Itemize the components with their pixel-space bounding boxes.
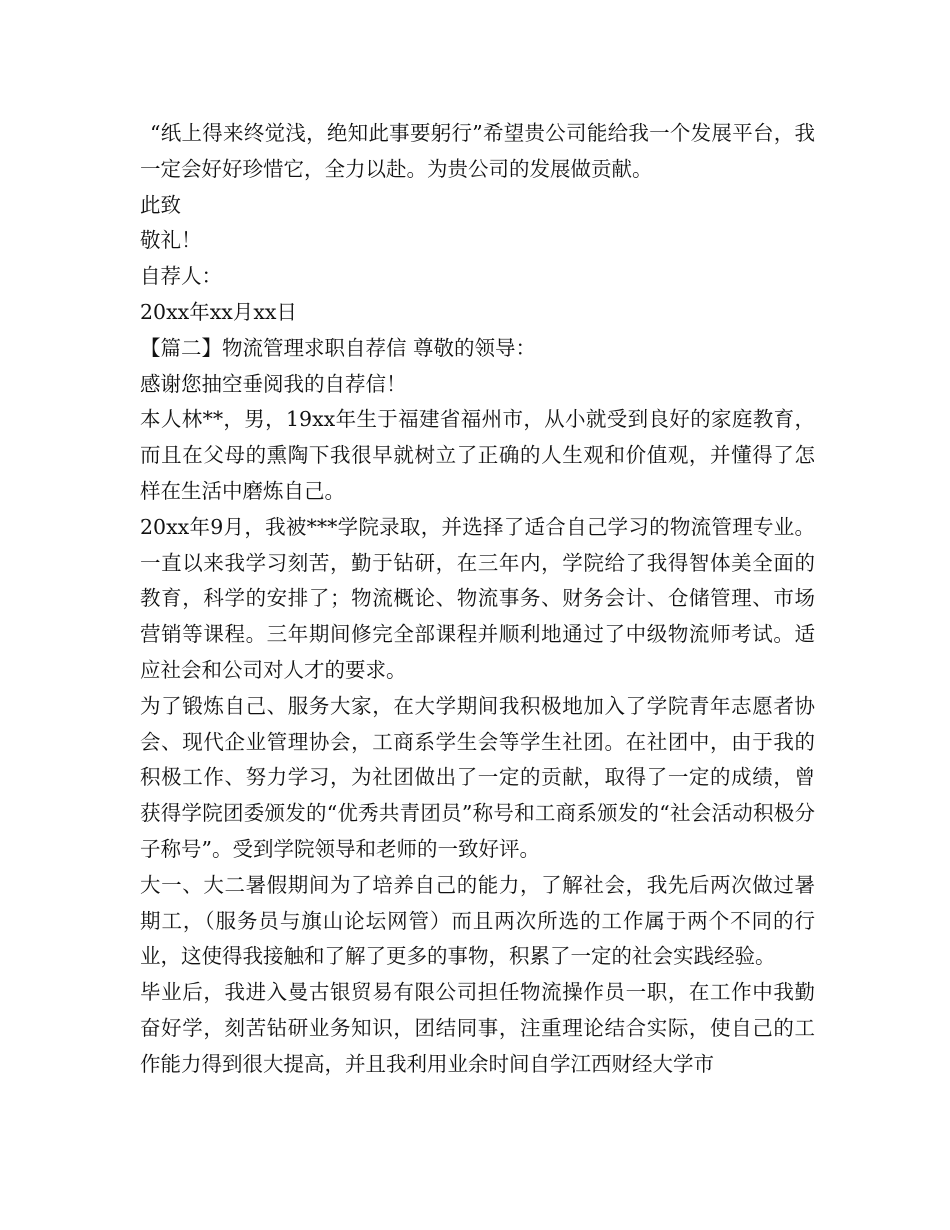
paragraph-thanks: 感谢您抽空垂阅我的自荐信！ (140, 371, 407, 396)
signature-label: 自荐人： (140, 264, 222, 289)
document-body (140, 116, 815, 1083)
salutation-jingli: 敬礼！ (140, 228, 202, 253)
paragraph-summer-work: 大一、大二暑假期间为了培养自己的能力，了解社会，我先后两次做过暑期工，（服务员与旗山论坛网管）而且两次所选的工作属于两个不同的行业，这使得我接触和了解了更多的事物，积累了一定的社会实践经验。 (140, 872, 815, 969)
paragraph-closing-quote: “纸上得来终觉浅，绝知此事要躬行”希望贵公司能给我一个发展平台，我一定会好好珍惜它，全力以赴。为贵公司的发展做贡献。 (140, 121, 815, 181)
paragraph-education: 20xx年9月，我被***学院录取，并选择了适合自己学习的物流管理专业。一直以来我学习刻苦，勤于钻研，在三年内，学院给了我得智体美全面的教育，科学的安排了；物流概论、物流事务、财务会计、仓储管理、市场营销等课程。三年期间修完全部课程并顺利地通过了中级物流师考试。适应社会和公司对人才的要求。 (140, 514, 815, 682)
paragraph-employment: 毕业后，我进入曼古银贸易有限公司担任物流操作员一职，在工作中我勤奋好学，刻苦钻研业务知识，团结同事，注重理论结合实际，使自己的工作能力得到很大提高，并且我利用业余时间自学江西财经大学市 (140, 980, 815, 1076)
signature-date: 20xx年xx月xx日 (140, 299, 297, 324)
paragraph-personal-intro: 本人林**，男，19xx年生于福建省福州市，从小就受到良好的家庭教育，而且在父母的熏陶下我很早就树立了正确的人生观和价值观，并懂得了怎样在生活中磨炼自己。 (140, 407, 815, 503)
salutation-cizhi: 此致 (140, 192, 181, 217)
section-heading-part-two: 【篇二】物流管理求职自荐信 尊敬的领导： (140, 335, 537, 360)
paragraph-activities: 为了锻炼自己、服务大家，在大学期间我积极地加入了学院青年志愿者协会、现代企业管理协会，工商系学生会等学生社团。在社团中，由于我的积极工作、努力学习，为社团做出了一定的贡献，取得了一定的成绩，曾获得学院团委颁发的“优秀共青团员”称号和工商系颁发的“社会活动积极分子称号”。受到学院领导和老师的一致好评。 (140, 693, 815, 861)
